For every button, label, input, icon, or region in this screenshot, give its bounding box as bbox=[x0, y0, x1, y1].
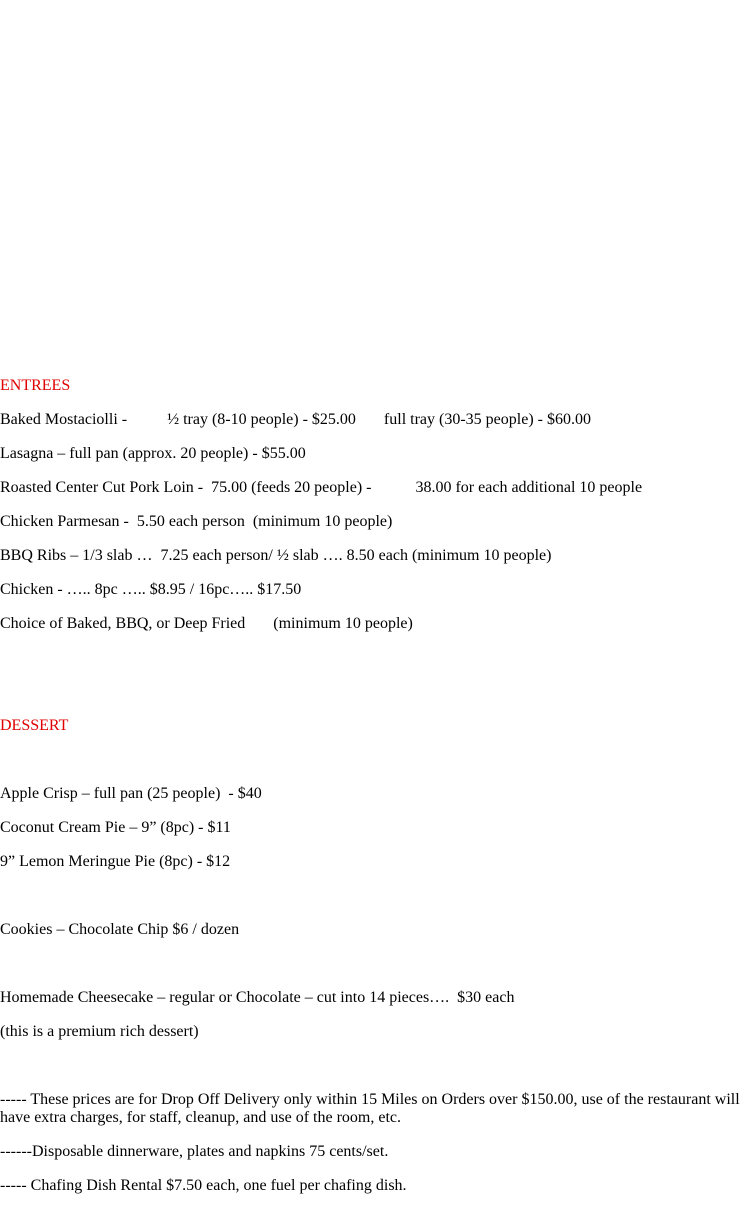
dessert-heading: DESSERT bbox=[0, 717, 69, 734]
dessert-item-apple-crisp: Apple Crisp – full pan (25 people) - $40 bbox=[0, 785, 262, 802]
entrees-heading: ENTREES bbox=[0, 377, 71, 394]
dessert-item-coconut-cream-pie: Coconut Cream Pie – 9” (8pc) - $11 bbox=[0, 819, 231, 836]
entree-item-chicken-choice: Choice of Baked, BBQ, or Deep Fried (minimum 10 people) bbox=[0, 615, 413, 632]
dessert-item-cheesecake: Homemade Cheesecake – regular or Chocolate – cut into 14 pieces…. $30 each bbox=[0, 989, 515, 1006]
note-disposable-dinnerware: ------Disposable dinnerware, plates and napkins 75 cents/set. bbox=[0, 1143, 389, 1160]
note-chafing-dish: ----- Chafing Dish Rental $7.50 each, one fuel per chafing dish. bbox=[0, 1177, 407, 1194]
entree-item-chicken-parmesan: Chicken Parmesan - 5.50 each person (minimum 10 people) bbox=[0, 513, 393, 530]
entree-item-pork-loin: Roasted Center Cut Pork Loin - 75.00 (feeds 20 people) - 38.00 for each additional 10 people bbox=[0, 479, 643, 496]
dessert-item-lemon-meringue-pie: 9” Lemon Meringue Pie (8pc) - $12 bbox=[0, 853, 231, 870]
entree-item-baked-mostaciolli: Baked Mostaciolli - ½ tray (8-10 people) - $25.00 full tray (30-35 people) - $60.00 bbox=[0, 411, 591, 428]
dessert-item-cheesecake-note: (this is a premium rich dessert) bbox=[0, 1023, 199, 1040]
entree-item-bbq-ribs: BBQ Ribs – 1/3 slab … 7.25 each person/ ½ slab …. 8.50 each (minimum 10 people) bbox=[0, 547, 552, 564]
entree-item-lasagna: Lasagna – full pan (approx. 20 people) - $55.00 bbox=[0, 445, 306, 462]
note-delivery: ----- These prices are for Drop Off Delivery only within 15 Miles on Orders over $150.00, use of the restaurant will have extra charges, for staff, cleanup, and use of the room, etc. bbox=[0, 1091, 740, 1126]
dessert-item-cookies: Cookies – Chocolate Chip $6 / dozen bbox=[0, 921, 240, 938]
entree-item-chicken: Chicken - ….. 8pc ….. $8.95 / 16pc….. $17.50 bbox=[0, 581, 302, 598]
